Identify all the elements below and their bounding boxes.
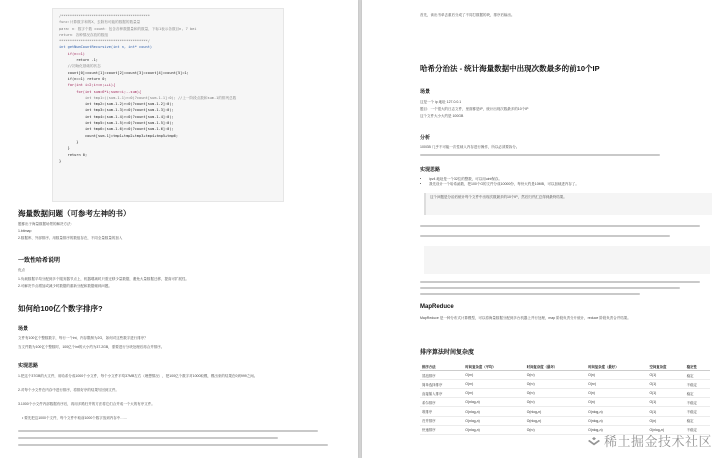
code-line: int tmp2=(sum-1-2)>=0)?count[sum-1-2]:0); — [59, 102, 174, 107]
code-line: int tmp4=(sum-1-4)>=0)?count[sum-1-4]:0); — [59, 114, 174, 119]
subheading-solution: 实现思路 — [18, 363, 39, 369]
table-row — [420, 389, 710, 398]
table-cell: O(nlog₂n) — [586, 407, 647, 416]
text-line — [420, 235, 670, 237]
implementation-list — [420, 177, 719, 187]
table-cell: O(n) — [586, 389, 647, 398]
table-cell: O(nlog₂n) — [463, 407, 524, 416]
paragraph: 3.1000个小文件内部数据有序后，再用多路归并的方法将它们合并成一个大的有序文件。 — [18, 402, 155, 406]
table-cell: O(n²) — [586, 380, 647, 389]
text-line — [18, 444, 328, 446]
subheading-implementation: 实现思路 — [420, 167, 441, 173]
juejin-logo-icon — [587, 437, 601, 447]
table-cell: 不稳定 — [685, 398, 710, 407]
table-cell: O(n²) — [525, 389, 586, 398]
code-line: int tmp1=((sum-1-1)>=0)?count[sum-1-1]:0); //上一阶段点数和sum-1的排列总数 — [59, 95, 237, 100]
paragraph: 当文件数为100亿个整数时，100亿个int的大小约为37.2GB，需要进行分块处理后再合并排序。 — [18, 345, 165, 349]
code-line: return：各种情况存放的数组 — [59, 32, 108, 37]
left-document-page — [0, 0, 358, 458]
table-header-cell: 空间复杂度 — [647, 362, 684, 371]
paragraph: 题目：一个很大的日志文件，里面都是IP，统计出现次数最多的10个IP — [420, 107, 529, 111]
table-cell: O(nlog₂n) — [525, 416, 586, 425]
table-row — [420, 398, 710, 407]
subheading: 优点 — [18, 268, 25, 272]
section-title-sort-complexity: 排序算法时间复杂度 — [420, 350, 475, 356]
subheading-scene: 场景 — [420, 89, 431, 95]
code-line: func:计算数字和的X，去除有可能的数据的数量量 — [59, 20, 141, 25]
list-item: 1.bitmap — [18, 229, 32, 233]
section-title-sort-10-billion: 如何给100亿个数字排序? — [18, 304, 103, 313]
watermark-text: 稀土掘金技术社区 — [603, 435, 712, 450]
code-block — [52, 8, 284, 202]
table-cell: O(n²) — [463, 389, 524, 398]
table-header-row — [420, 362, 710, 371]
table-cell: O(n) — [647, 416, 684, 425]
complexity-table — [420, 362, 710, 435]
code-line: for(int sum=6*i;sum>=i;--sum){ — [59, 89, 142, 94]
paragraph: • 要先把这1000个文件，每个文件中取前1000个数字放到内存中…… — [22, 416, 128, 420]
code-line: if(n==1) return 0; — [59, 76, 107, 81]
code-line: count[sum-1]=tmp1+tmp2+tmp3+tmp4+tmp5+tmp6; — [59, 133, 178, 138]
section-intro: 题都出于海量数据场景的解决方法： — [18, 222, 74, 226]
text-line — [18, 430, 318, 432]
paragraph: 首先，读出书单去重后分成了不同打数据的块，排序后输出。 — [420, 13, 515, 17]
subheading-scene: 场景 — [18, 326, 29, 332]
table-cell: O(1) — [647, 380, 684, 389]
code-line: *****************************************/ — [59, 39, 150, 44]
table-header-cell: 时间复杂度（平均） — [463, 362, 524, 371]
list-item: • 我先设计一个哈希函数，把100个G的文件分成10000份，每份大约是10MB，可以加载进内存了。 — [429, 182, 719, 187]
text-line — [18, 437, 278, 439]
table-cell: 堆排序 — [420, 407, 463, 416]
table-cell: 不稳定 — [685, 380, 710, 389]
table-cell: O(n²) — [463, 380, 524, 389]
paragraph: 这是一个 ip 地址 127.0.0.1 — [420, 100, 462, 104]
table-cell: O(n²) — [463, 371, 524, 380]
table-cell: O(nlog₂n) — [463, 398, 524, 407]
table-cell: O(1) — [647, 407, 684, 416]
code-line: } — [59, 158, 62, 163]
text-line — [420, 293, 640, 295]
paragraph: 文件有100亿个整数数字，每行一个int，内存限制为2G，如何对这些数字进行排序？ — [18, 336, 148, 340]
note-block — [424, 193, 712, 215]
code-line: //初始化基础的状态 — [59, 64, 101, 69]
text-line — [420, 287, 680, 289]
code-line: if(n==1) — [59, 51, 85, 56]
table-cell: 快速排序 — [420, 425, 463, 434]
table-cell: O(n) — [586, 398, 647, 407]
table-row — [420, 407, 710, 416]
code-line: para: n：数字个数 count：包含各种数据量和的数量，下标1表示各数目n, 7 bei — [59, 26, 197, 31]
subheading-analysis: 分析 — [420, 135, 431, 141]
section-title-hash-divide: 哈希分治法 - 统计海量数据中出现次数最多的前10个IP — [420, 64, 600, 73]
section-title-consistent-hash: 一致性哈希说明 — [18, 258, 61, 264]
table-row — [420, 380, 710, 389]
section-title-massive-data: 海量数据问题（可参考左神的书） — [18, 209, 131, 218]
table-cell: 稳定 — [685, 371, 710, 380]
code-line: return -1; — [59, 58, 98, 63]
table-cell: 不稳定 — [685, 407, 710, 416]
note-text: 这个问题是分治后统计每个文件中出现次数最多的10个IP，然后归并汇总得到最终结果。 — [430, 195, 567, 199]
table-row — [420, 416, 710, 425]
code-line: count[0]=count[1]=count[2]=count[3]=count[4]=count[5]=1; — [59, 70, 189, 75]
code-line: /***************************************** — [59, 14, 150, 18]
table-cell: O(nlog₂n) — [586, 416, 647, 425]
table-header-cell: 稳定性 — [685, 362, 710, 371]
code-line: int getNumCountRecursive(int n, int* count) — [59, 45, 153, 50]
table-cell: 不稳定 — [685, 425, 710, 434]
table-cell: O(n²) — [525, 380, 586, 389]
table-cell: O(1) — [647, 371, 684, 380]
list-item: 2.数据库、外部排序、用数量排序的数组存在，不同全量数量的加入 — [18, 236, 123, 240]
code-line: int tmp3=(sum-1-3)>=0)?count[sum-1-3]:0); — [59, 108, 174, 113]
table-cell: 归并排序 — [420, 416, 463, 425]
table-header-cell: 时间复杂度（最坏） — [525, 362, 586, 371]
table-cell: 稳定 — [685, 389, 710, 398]
table-cell: O(n²) — [525, 425, 586, 434]
table-body — [420, 371, 710, 435]
table-cell: O(nlog₂n) — [463, 425, 524, 434]
table-cell: 希尔排序 — [420, 398, 463, 407]
code-line: } — [59, 146, 70, 151]
paragraph: 2.对每个小文件在内存中进行排序，将排好序的结果写回到文件。 — [18, 388, 119, 392]
table-cell: O(1) — [647, 389, 684, 398]
section-title-mapreduce: MapReduce — [420, 304, 454, 310]
table-cell: 直接插入排序 — [420, 389, 463, 398]
code-line: int tmp6=(sum-1-6)>=0)?count[sum-1-6]:0); — [59, 127, 174, 132]
list-item: • ipv4 地址是一个32位的整数，可以用uint保存。 — [429, 177, 719, 182]
list-item: 2.可解决节点增加或减少时数据的重新分配和数据倾斜问题。 — [18, 284, 112, 288]
table-header-cell: 排序方法 — [420, 362, 463, 371]
paragraph: 这个文件大小大约是 100GB — [420, 114, 464, 118]
paragraph: 100GB 几乎不可能一次性载入内存进行操作，所以必须要拆分。 — [420, 145, 520, 149]
code-line: return 0; — [59, 152, 88, 157]
code-line: int tmp5=(sum-1-5)>=0)?count[sum-1-5]:0); — [59, 121, 174, 126]
table-cell: O(nlog₂n) — [525, 407, 586, 416]
table-cell: O(n²) — [525, 371, 586, 380]
table-cell: O(nlog₂n) — [586, 425, 647, 434]
table-cell: O(nlog₂n) — [463, 416, 524, 425]
table-cell: 简单选择排序 — [420, 380, 463, 389]
list-item: 1.负载数据平均分配到多个服务器节点上，机器增减时只需迁移少量数据，避免大量数据迁移，提高可扩展性。 — [18, 277, 189, 281]
table-row — [420, 371, 710, 380]
code-snippet — [424, 246, 710, 274]
code-line: for(int i=2;i<=n;++i){ — [59, 83, 116, 88]
table-cell: O(n) — [586, 371, 647, 380]
code-line: } — [59, 139, 79, 144]
watermark — [587, 431, 712, 450]
table-cell: O(n²) — [525, 398, 586, 407]
right-document-page — [362, 0, 720, 458]
table-header-cell: 时间复杂度（最好） — [586, 362, 647, 371]
paragraph: MapReduce 是一种分布式计算模型，可以将海量数据分配到多台机器上并行处理，map 阶段负责分片统计，reduce 阶段负责合并结果。 — [420, 316, 631, 320]
table-cell: O(nlog₂n) — [647, 425, 684, 434]
text-line — [420, 154, 660, 156]
table-cell: 稳定 — [685, 416, 710, 425]
text-line — [420, 225, 700, 227]
table-cell: O(1) — [647, 398, 684, 407]
text-line — [420, 281, 700, 283]
paragraph: 1.把这个37GB的大文件，用哈希分成1000个小文件，每个小文件平均37MB左右（理想情况），把100亿个数字对1000取模，模出来的结果在0到999之间。 — [18, 374, 258, 378]
table-cell: 冒泡排序 — [420, 371, 463, 380]
